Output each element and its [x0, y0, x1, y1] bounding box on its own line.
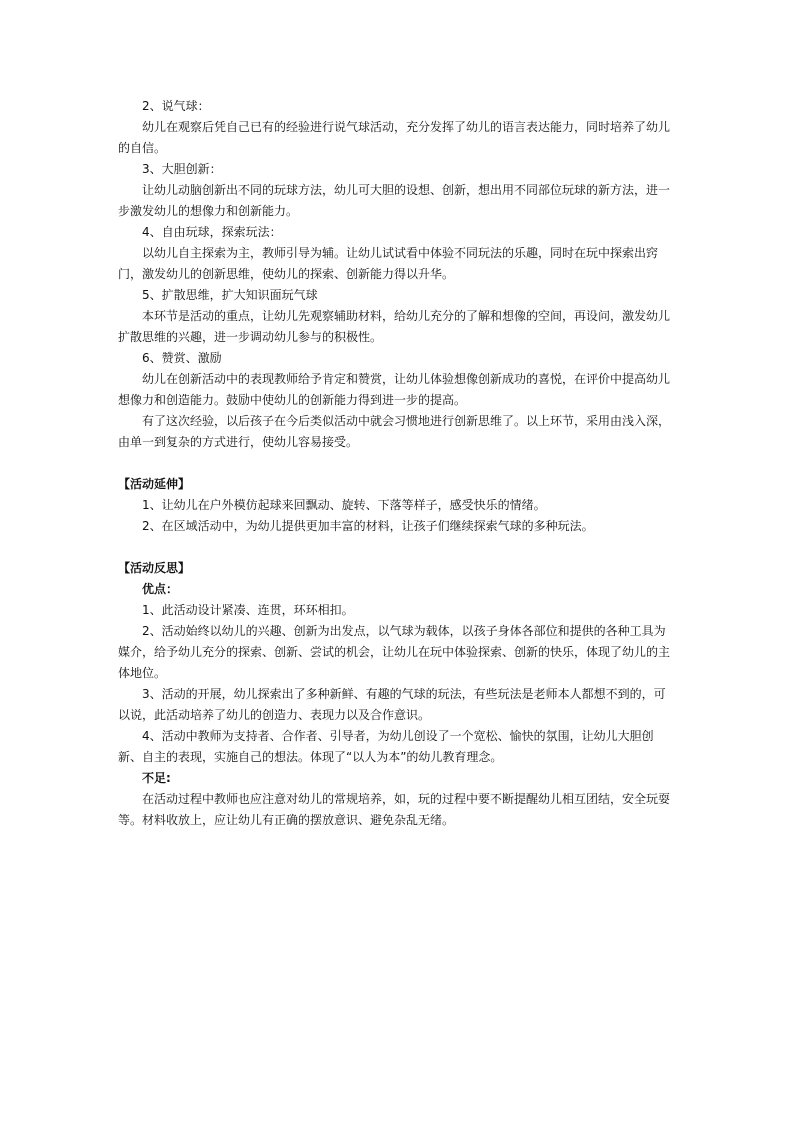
list-item: 1、让幼儿在户外模仿起球来回飘动、旋转、下落等样子，感受快乐的情绪。: [142, 498, 546, 512]
paragraph: 让幼儿动脑创新出不同的玩球方法，幼儿可大胆的设想、创新，想出用不同部位玩球的新方法，进一步激发幼儿的想像力和创新能力。: [118, 183, 671, 218]
paragraph: 在活动过程中教师也应注意对幼儿的常规培养，如，玩的过程中要不断提醒幼儿相互团结，安全玩耍等。材料收放上，应让幼儿有正确的摆放意识、避免杂乱无绪。: [118, 792, 671, 827]
paragraph: 本环节是活动的重点，让幼儿先观察辅助材料，给幼儿充分的了解和想像的空间，再设问，激发幼儿扩散思维的兴趣，进一步调动幼儿参与的积极性。: [118, 309, 671, 344]
paragraph: 有了这次经验，以后孩子在今后类似活动中就会习惯地进行创新思维了。以上环节，采用由浅入深，由单一到复杂的方式进行，使幼儿容易接受。: [118, 414, 671, 449]
list-item: 1、此活动设计紧凑、连贯，环环相扣。: [142, 603, 354, 617]
paragraph: 幼儿在观察后凭自己已有的经验进行说气球活动，充分发挥了幼儿的语言表达能力，同时培养了幼儿的自信。: [118, 120, 671, 155]
step-heading-3: 3、大胆创新：: [142, 162, 222, 176]
reflection-title: 【活动反思】: [118, 561, 191, 575]
step-heading-4: 4、自由玩球，探索玩法：: [142, 225, 282, 239]
step-heading-2: 2、说气球：: [142, 99, 210, 113]
list-item: 4、活动中教师为支持者、合作者、引导者，为幼儿创设了一个宽松、愉快的氛围，让幼儿大胆创新、自主的表现，实施自己的想法。体现了“以人为本”的幼儿教育理念。: [118, 729, 654, 764]
step-heading-6: 6、赞赏、激励: [142, 351, 222, 365]
list-item: 2、在区域活动中，为幼儿提供更加丰富的材料，让孩子们继续探索气球的多种玩法。: [142, 519, 594, 533]
paragraph: 以幼儿自主探索为主，教师引导为辅。让幼儿试试看中体验不同玩法的乐趣，同时在玩中探索出窍门，激发幼儿的创新思维，使幼儿的探索、创新能力得以升华。: [118, 246, 659, 281]
step-heading-5: 5、扩散思维，扩大知识面玩气球: [142, 288, 318, 302]
extension-title: 【活动延伸】: [118, 477, 191, 491]
strengths-label: 优点：: [142, 582, 179, 596]
weakness-label: 不足:: [142, 771, 171, 785]
spacer: [118, 453, 674, 474]
spacer: [118, 537, 674, 558]
paragraph: 幼儿在创新活动中的表现教师给予肯定和赞赏，让幼儿体验想像创新成功的喜悦，在评价中提高幼儿想像力和创造能力。鼓励中使幼儿的创新能力得到进一步的提高。: [118, 372, 671, 407]
list-item: 2、活动始终以幼儿的兴趣、创新为出发点，以气球为载体，以孩子身体各部位和提供的各种工具为媒介，给予幼儿充分的探索、创新、尝试的机会，让幼儿在玩中体验探索、创新的快乐，体现了幼儿的主体地位。: [118, 624, 671, 680]
list-item: 3、活动的开展，幼儿探索出了多种新鲜、有趣的气球的玩法，有些玩法是老师本人都想不到的，可以说，此活动培养了幼儿的创造力、表现力以及合作意识。: [118, 687, 666, 722]
document-body: [118, 96, 674, 831]
